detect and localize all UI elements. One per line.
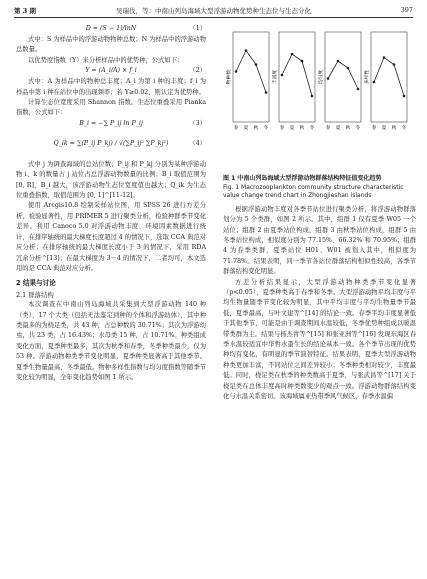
data-point bbox=[383, 56, 386, 59]
data-point bbox=[265, 91, 268, 94]
caption-en: Fig. 1 Macrozooplankton community structure characteristic value change trend chart in Zhongjieshan islands bbox=[223, 183, 404, 200]
header-rule bbox=[14, 17, 413, 18]
x-tick-label: 夏 bbox=[335, 126, 341, 131]
panel-frame bbox=[233, 32, 269, 122]
x-tick-label: 冬 bbox=[401, 126, 407, 131]
data-point bbox=[301, 60, 304, 63]
y-axis-label: 均匀度 bbox=[319, 69, 324, 85]
equation-1 bbox=[16, 24, 206, 35]
figure-1 bbox=[223, 24, 416, 172]
x-tick-label: 春 bbox=[325, 126, 331, 131]
paragraph: 式中 j 为调查海域的总站位数；P_ij 和 P_kj 分别为某种浮游动物 i、k 的数量占 j 站位占总浮游动物数量的比例；B_i 取值范围为 [0, R]，B_i 越大，该浮游动物生态位宽度值也越大；Q_ik 为生态位重叠指数，取值范围为 [0, 1]^[11-12]。 bbox=[16, 160, 206, 200]
x-tick-label: 秋 bbox=[345, 126, 351, 131]
subsection-heading: 2.1 群落结构 bbox=[16, 290, 54, 299]
data-point bbox=[255, 63, 258, 66]
paragraph: 根据浮游动物丰度对各季节站位进行聚类分析，将浮游动物群落划分为 5 个类群，如图 2 所示。其中，组群 1 仅有夏季 W05 一个站位；组群 2 由夏季站位构成，组群 3 由秋季站位构成，组群 5 由冬季站位构成，相似度分别为 77.15%、66.32% 和 70.95%；组群 4 为春季类群，夏季站位 H01、W01 被划入其中，相似度为 71.78%。结果表明，同一季节各站位群落结构相似性较高，各季节群落结构变化明显。 bbox=[223, 205, 416, 276]
equation-4 bbox=[16, 130, 206, 160]
issue-number: 第 3 期 bbox=[14, 7, 37, 15]
data-point bbox=[357, 88, 360, 91]
paragraph: 以优势度指数（Y）来分析样品中的优势种，公式如下： bbox=[28, 56, 184, 64]
data-point bbox=[337, 60, 340, 63]
left-column bbox=[16, 24, 206, 383]
x-tick-label: 春 bbox=[279, 126, 285, 131]
x-tick-label: 秋 bbox=[391, 126, 397, 131]
paragraph: 使用 Arcgis10.8 绘制采样站位图，用 SPSS 26 进行方差分析，检验显著性，用 PRIMER 5 进行聚类分析，检验种群季节变化差异。利用 Canoco 5.0 对浮游动物丰度、环境因素数据进行统计，在排序轴统的最大梯度长度超过 4 的情况下，选取 CCA 典范对应分析；在排序轴统的最大梯度长度小于 3 的情况下，采用 RDA 冗余分析^[13]；在最大梯度为 3－4 的情况下，二者均可，本文选用的是 CCA 典范对应分析。 bbox=[16, 202, 206, 272]
y-axis-label: 多样性 bbox=[365, 69, 370, 85]
paragraph: 式中：A 为样品中的物种总丰度；A_i 为第 i 种的丰度；f_i 为样品中第 i 种在站位中的出现频率；若 Y≥0.02，则认定为优势种。 bbox=[16, 78, 206, 96]
series-line bbox=[328, 61, 358, 89]
x-tick-label: 夏 bbox=[381, 126, 387, 131]
series-line bbox=[374, 58, 404, 97]
x-tick-label: 冬 bbox=[263, 126, 269, 131]
equation-2-number: （2） bbox=[189, 67, 206, 75]
figure-1-plots bbox=[223, 24, 416, 144]
data-point bbox=[393, 63, 396, 66]
data-point bbox=[373, 81, 376, 84]
equation-2 bbox=[16, 66, 206, 77]
paragraph: 本次调查在中南山列岛海域共采集到大型浮游动物 140 种（类），17 个大类（包括无法鉴定到种的个体和浮游幼体），其中种类最多的为桡足类，共 43 种，占总种数的 30.71%；其次为浮游幼虫，共 23 类，占 16.43%；水母类 15 种，占 10.71%。种类组成变化方面，夏季种类最多，其次为秋季和春季，冬季种类最少，仅为 53 种。浮游动物种类季节变化明显，夏季种类显著高于其他季节。夏季生物量最高，冬季最低。物种多样性指数与均匀度指数等随季节变化较为明显，全年变化趋势如图 1 所示。 bbox=[16, 301, 206, 381]
x-tick-label: 夏 bbox=[243, 126, 249, 131]
paragraph: 式中：S 为样品中的浮游动物物种总数；N 为样品中的浮游动物总数量。 bbox=[16, 36, 206, 54]
panel-frame bbox=[279, 32, 315, 122]
x-tick-label: 夏 bbox=[289, 126, 295, 131]
panel-frame bbox=[325, 32, 361, 122]
y-axis-label: 丰富度 bbox=[273, 69, 278, 85]
equation-1-body: D = (S − 1)/lnN bbox=[85, 25, 137, 32]
y-axis-label: 物种数 bbox=[227, 69, 232, 85]
right-column bbox=[223, 24, 416, 403]
equation-2-body: Y = (A_i/A) × f_i bbox=[85, 67, 137, 75]
data-point bbox=[281, 74, 284, 77]
x-tick-label: 春 bbox=[371, 126, 377, 131]
x-tick-label: 冬 bbox=[355, 126, 361, 131]
equation-4-number: （4） bbox=[189, 139, 206, 147]
data-point bbox=[311, 95, 314, 98]
data-point bbox=[403, 95, 406, 98]
equation-3 bbox=[16, 119, 206, 130]
paragraph: 计算生态位宽度采用 Shannon 指数。生态位重叠采用 Pianka 指数，公式如下： bbox=[16, 99, 206, 117]
page-number: 397 bbox=[400, 6, 413, 14]
caption-cn: 图 1 中南山列岛海域大型浮游动物群落结构特征值变化趋势 bbox=[223, 175, 382, 182]
x-tick-label: 秋 bbox=[253, 126, 259, 131]
data-point bbox=[245, 49, 248, 52]
data-point bbox=[235, 70, 238, 73]
data-point bbox=[347, 67, 350, 70]
series-line bbox=[282, 54, 312, 96]
x-tick-label: 冬 bbox=[309, 126, 315, 131]
equation-3-number: （3） bbox=[189, 119, 206, 127]
figure-caption bbox=[223, 175, 416, 201]
equation-4-body: Q_ik = ∑(P_ij P_kj) / √(∑P_ij² ∑P_kj²) bbox=[53, 139, 169, 147]
section-heading: 2 结果与讨论 bbox=[16, 279, 56, 288]
data-point bbox=[291, 53, 294, 56]
equation-3-body: B_i = −∑ P_ij ln P_ij bbox=[79, 119, 143, 127]
running-title: 吴瑞伐，等：中南山列岛海域大型浮游动物优势种生态位与生态分化 bbox=[116, 7, 311, 15]
series-line bbox=[236, 51, 266, 93]
x-tick-label: 秋 bbox=[299, 126, 305, 131]
paragraph: 方差分析结果显示，大型浮游动物种类季节变化显著（p<0.05），夏季种类高于春季和冬季。大型浮游动物平均丰度与平均生物量随季节变化较为明显，其中平均丰度与平均生物量季节最低，夏季最高，与叶文建等^[14] 的结论一致。春季平均丰度显著低于其他季节，可能是由于调查期间水温较低，冬季优势种组成以暖温带类群为主。结果与杨杰青等^[15] 和张亚洲等^[16] 发现东海区春季水温较适宜中华哲水蚤生长的结论基本一致。各个季节出现的优势种均有变化，有明显的季节演替特征。结果表明，夏季大型浮游动物种类更加丰富，不同站位之间差异较小；冬季种类相对较少，丰度最低。同时，桡足类在秋季的种类数高于夏季，与张武昌等^[17] 关于桡足类在总体丰度高时种类数变少的观点一致。浮游动物群落结构变化与水温关系密切。该海域属亚热带季风气候区，春季水温偏 bbox=[223, 278, 416, 401]
data-point bbox=[327, 77, 330, 80]
equation-1-number: （1） bbox=[189, 25, 206, 32]
x-tick-label: 春 bbox=[233, 126, 239, 131]
